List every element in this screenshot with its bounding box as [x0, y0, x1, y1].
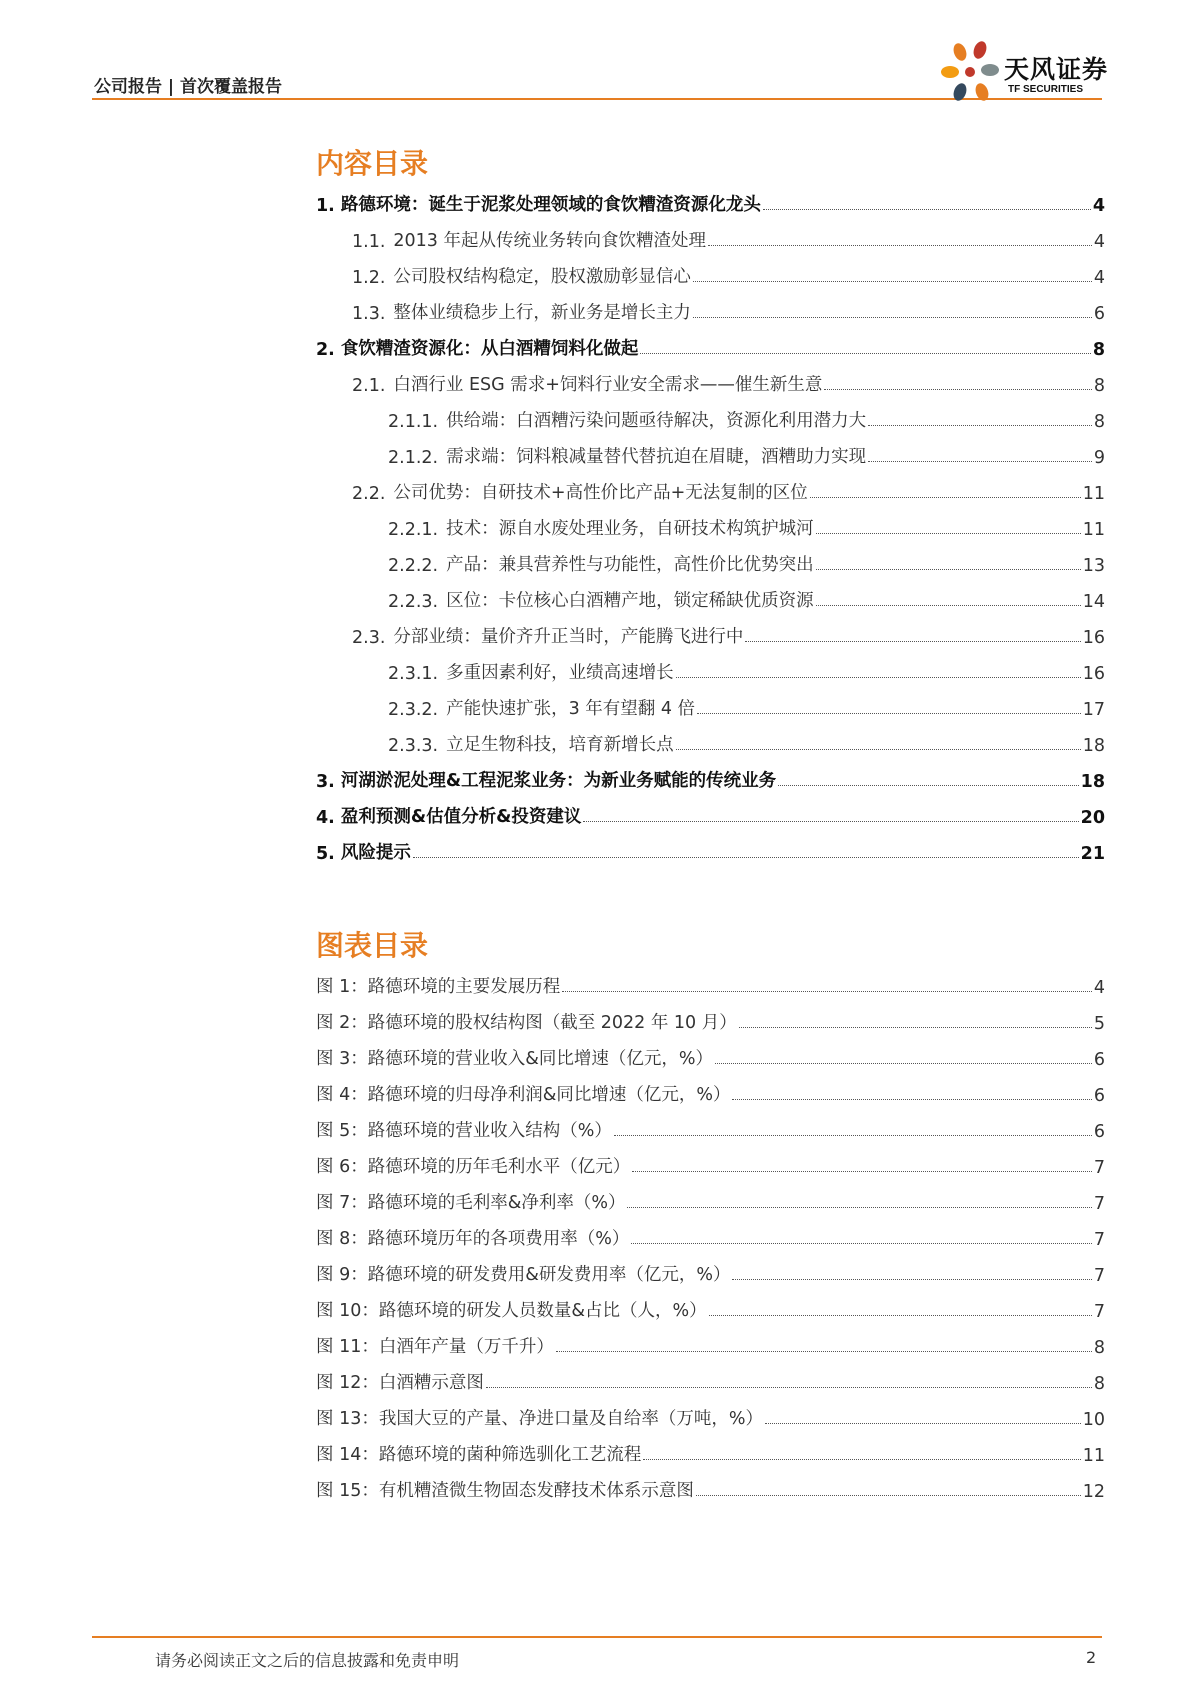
toc-entry-page: 17 [1082, 700, 1105, 720]
figure-entry[interactable] [316, 1430, 1105, 1466]
figure-leader-dots [715, 1063, 1092, 1064]
toc-leader-dots [824, 389, 1091, 390]
toc-entry-page: 16 [1082, 628, 1105, 648]
toc-entry-number: 2. [316, 340, 335, 360]
toc-entry[interactable] [316, 720, 1105, 756]
toc-entry-title: 河湖淤泥处理&工程泥浆业务：为新业务赋能的传统业务 [340, 771, 777, 791]
figure-entry[interactable] [316, 1466, 1105, 1502]
figure-entry-page: 12 [1082, 1482, 1105, 1502]
toc-entry-number: 2.3.2. [388, 700, 439, 720]
toc-entry-title: 技术：源自水废处理业务，自研技术构筑护城河 [446, 519, 814, 539]
figure-leader-dots [709, 1315, 1092, 1316]
toc-leader-dots [697, 713, 1081, 714]
toc-entry-title: 公司股权结构稳定，股权激励彰显信心 [393, 267, 691, 287]
toc-entry-number: 1.3. [352, 304, 386, 324]
toc-entry[interactable] [316, 792, 1105, 828]
toc-entry-title: 盈利预测&估值分析&投资建议 [340, 807, 582, 827]
report-type-label: 公司报告 | 首次覆盖报告 [94, 77, 283, 97]
figure-entry-title: 图 6：路德环境的历年毛利水平（亿元） [316, 1157, 631, 1177]
toc-leader-dots [413, 857, 1079, 858]
figure-entry-title: 图 3：路德环境的营业收入&同比增速（亿元，%） [316, 1049, 713, 1069]
toc-entry-title: 食饮糟渣资源化：从白酒糟饲料化做起 [340, 339, 639, 359]
figure-entry[interactable] [316, 1250, 1105, 1286]
toc-entry-title: 白酒行业 ESG 需求+饲料行业安全需求——催生新生意 [393, 375, 823, 395]
toc-entry[interactable] [316, 432, 1105, 468]
toc-entry-number: 2.1. [352, 376, 386, 396]
toc-entry-number: 1. [316, 196, 335, 216]
figure-leader-dots [627, 1207, 1091, 1208]
toc-entry-number: 1.1. [352, 232, 386, 252]
toc-entry-title: 需求端：饲料粮减量替代替抗迫在眉睫，酒糟助力实现 [446, 447, 867, 467]
toc-entry-page: 11 [1082, 484, 1105, 504]
toc-entry[interactable] [316, 504, 1105, 540]
figure-entry-title: 图 2：路德环境的股权结构图（截至 2022 年 10 月） [316, 1013, 737, 1033]
toc-entry-number: 2.3.1. [388, 664, 439, 684]
toc-list [316, 180, 1105, 864]
toc-entry[interactable] [316, 216, 1105, 252]
toc-entry-title: 分部业绩：量价齐升正当时，产能腾飞进行中 [393, 627, 744, 647]
toc-entry-title: 公司优势：自研技术+高性价比产品+无法复制的区位 [393, 483, 808, 503]
figure-entry-page: 10 [1082, 1410, 1105, 1430]
figures-list [316, 962, 1105, 1502]
figure-entry-page: 6 [1093, 1050, 1105, 1070]
figure-leader-dots [556, 1351, 1092, 1352]
toc-entry[interactable] [316, 324, 1105, 360]
figure-leader-dots [732, 1279, 1091, 1280]
company-logo [940, 40, 1110, 104]
toc-entry[interactable] [316, 180, 1105, 216]
toc-entry-page: 20 [1080, 808, 1105, 828]
toc-entry-page: 8 [1092, 340, 1105, 360]
toc-entry-title: 路德环境：诞生于泥浆处理领域的食饮糟渣资源化龙头 [340, 195, 761, 215]
figure-leader-dots [486, 1387, 1092, 1388]
figure-entry-page: 7 [1093, 1302, 1105, 1322]
toc-entry[interactable] [316, 396, 1105, 432]
figure-entry-page: 11 [1082, 1446, 1105, 1466]
figure-entry[interactable] [316, 1034, 1105, 1070]
toc-entry-page: 11 [1082, 520, 1105, 540]
toc-entry[interactable] [316, 468, 1105, 504]
figure-entry-page: 6 [1093, 1122, 1105, 1142]
figure-entry-title: 图 13：我国大豆的产量、净进口量及自给率（万吨，%） [316, 1409, 763, 1429]
figure-entry-title: 图 5：路德环境的营业收入结构（%） [316, 1121, 612, 1141]
toc-entry-title: 2013 年起从传统业务转向食饮糟渣处理 [393, 231, 707, 251]
figure-leader-dots [732, 1099, 1091, 1100]
toc-leader-dots [868, 425, 1092, 426]
figure-entry-page: 8 [1093, 1374, 1105, 1394]
toc-entry-number: 2.1.2. [388, 448, 439, 468]
footer-disclaimer: 请务必阅读正文之后的信息披露和免责申明 [155, 1651, 460, 1670]
logo-subtitle: TF SECURITIES [1008, 84, 1084, 95]
toc-leader-dots [816, 569, 1081, 570]
toc-entry-number: 1.2. [352, 268, 386, 288]
toc-entry-number: 2.2.3. [388, 592, 439, 612]
toc-entry-page: 4 [1093, 232, 1105, 252]
toc-entry-number: 2.2.2. [388, 556, 439, 576]
toc-entry-page: 13 [1082, 556, 1105, 576]
toc-entry-title: 产能快速扩张，3 年有望翻 4 倍 [446, 699, 696, 719]
toc-leader-dots [816, 605, 1081, 606]
toc-leader-dots [640, 353, 1090, 354]
figure-entry[interactable] [316, 1070, 1105, 1106]
toc-entry[interactable] [316, 288, 1105, 324]
figure-entry-page: 7 [1093, 1158, 1105, 1178]
figure-entry[interactable] [316, 1286, 1105, 1322]
figure-entry[interactable] [316, 1178, 1105, 1214]
toc-entry-page: 9 [1093, 448, 1105, 468]
toc-leader-dots [745, 641, 1080, 642]
toc-entry[interactable] [316, 252, 1105, 288]
page-number: 2 [1086, 1648, 1097, 1667]
figure-entry-page: 7 [1093, 1266, 1105, 1286]
toc-entry-page: 18 [1082, 736, 1105, 756]
toc-entry-page: 16 [1082, 664, 1105, 684]
toc-leader-dots [763, 209, 1091, 210]
toc-entry-number: 3. [316, 772, 335, 792]
toc-title: 内容目录 [316, 147, 429, 180]
logo-name: 天风证券 [1004, 55, 1109, 84]
figure-entry[interactable] [316, 998, 1105, 1034]
figures-title: 图表目录 [316, 929, 429, 962]
figure-entry-title: 图 12：白酒糟示意图 [316, 1373, 484, 1393]
figure-entry-page: 4 [1093, 978, 1105, 998]
toc-entry-number: 2.2.1. [388, 520, 439, 540]
figure-entry-title: 图 9：路德环境的研发费用&研发费用率（亿元，%） [316, 1265, 731, 1285]
toc-leader-dots [778, 785, 1079, 786]
figure-leader-dots [696, 1495, 1081, 1496]
figure-entry[interactable] [316, 1322, 1105, 1358]
toc-leader-dots [676, 749, 1081, 750]
figure-entry-page: 5 [1093, 1014, 1105, 1034]
figure-entry-page: 6 [1093, 1086, 1105, 1106]
toc-entry-number: 2.3.3. [388, 736, 439, 756]
figure-entry-title: 图 7：路德环境的毛利率&净利率（%） [316, 1193, 626, 1213]
figure-entry-title: 图 15：有机糟渣微生物固态发酵技术体系示意图 [316, 1481, 694, 1501]
toc-entry-title: 区位：卡位核心白酒糟产地，锁定稀缺优质资源 [446, 591, 814, 611]
toc-entry-title: 供给端：白酒糟污染问题亟待解决，资源化利用潜力大 [446, 411, 867, 431]
figure-entry-page: 7 [1093, 1230, 1105, 1250]
figure-leader-dots [614, 1135, 1092, 1136]
toc-entry-title: 风险提示 [340, 843, 411, 863]
figure-leader-dots [562, 991, 1092, 992]
toc-entry[interactable] [316, 360, 1105, 396]
toc-entry-title: 立足生物科技，培育新增长点 [446, 735, 674, 755]
figure-entry-title: 图 11：白酒年产量（万千升） [316, 1337, 554, 1357]
toc-entry[interactable] [316, 756, 1105, 792]
toc-entry-page: 6 [1093, 304, 1105, 324]
toc-entry[interactable] [316, 684, 1105, 720]
toc-entry-page: 4 [1093, 268, 1105, 288]
flower-logo-icon [940, 40, 1004, 104]
toc-entry-page: 14 [1082, 592, 1105, 612]
toc-entry-title: 整体业绩稳步上行，新业务是增长主力 [393, 303, 691, 323]
toc-leader-dots [676, 677, 1081, 678]
figure-leader-dots [643, 1459, 1080, 1460]
toc-entry-title: 产品：兼具营养性与功能性，高性价比优势突出 [446, 555, 814, 575]
toc-entry-number: 4. [316, 808, 335, 828]
toc-leader-dots [708, 245, 1092, 246]
figure-entry-title: 图 1：路德环境的主要发展历程 [316, 977, 561, 997]
toc-entry-number: 2.2. [352, 484, 386, 504]
toc-leader-dots [816, 533, 1081, 534]
toc-entry-number: 2.1.1. [388, 412, 439, 432]
figure-entry[interactable] [316, 962, 1105, 998]
toc-entry-page: 4 [1092, 196, 1105, 216]
toc-entry-number: 2.3. [352, 628, 386, 648]
toc-entry-page: 8 [1093, 412, 1105, 432]
toc-entry-page: 21 [1080, 844, 1105, 864]
figure-entry[interactable] [316, 1214, 1105, 1250]
toc-leader-dots [583, 821, 1078, 822]
figure-entry[interactable] [316, 1358, 1105, 1394]
figure-entry-page: 7 [1093, 1194, 1105, 1214]
figure-entry-page: 8 [1093, 1338, 1105, 1358]
figure-entry-title: 图 8：路德环境历年的各项费用率（%） [316, 1229, 630, 1249]
footer-divider [92, 1636, 1102, 1638]
toc-entry-title: 多重因素利好，业绩高速增长 [446, 663, 674, 683]
figure-entry-title: 图 10：路德环境的研发人员数量&占比（人，%） [316, 1301, 707, 1321]
toc-entry[interactable] [316, 828, 1105, 864]
figure-entry[interactable] [316, 1394, 1105, 1430]
figure-entry-title: 图 4：路德环境的归母净利润&同比增速（亿元，%） [316, 1085, 731, 1105]
toc-entry[interactable] [316, 648, 1105, 684]
figure-leader-dots [739, 1027, 1092, 1028]
toc-entry-number: 5. [316, 844, 335, 864]
toc-leader-dots [868, 461, 1092, 462]
toc-entry-page: 8 [1093, 376, 1105, 396]
figure-leader-dots [632, 1171, 1092, 1172]
toc-entry[interactable] [316, 576, 1105, 612]
toc-entry[interactable] [316, 612, 1105, 648]
toc-entry[interactable] [316, 540, 1105, 576]
toc-entry-page: 18 [1080, 772, 1105, 792]
toc-leader-dots [693, 317, 1092, 318]
figure-entry[interactable] [316, 1142, 1105, 1178]
figure-entry-title: 图 14：路德环境的菌种筛选驯化工艺流程 [316, 1445, 642, 1465]
toc-leader-dots [693, 281, 1092, 282]
toc-leader-dots [810, 497, 1081, 498]
figure-leader-dots [765, 1423, 1081, 1424]
figure-entry[interactable] [316, 1106, 1105, 1142]
figure-leader-dots [631, 1243, 1092, 1244]
